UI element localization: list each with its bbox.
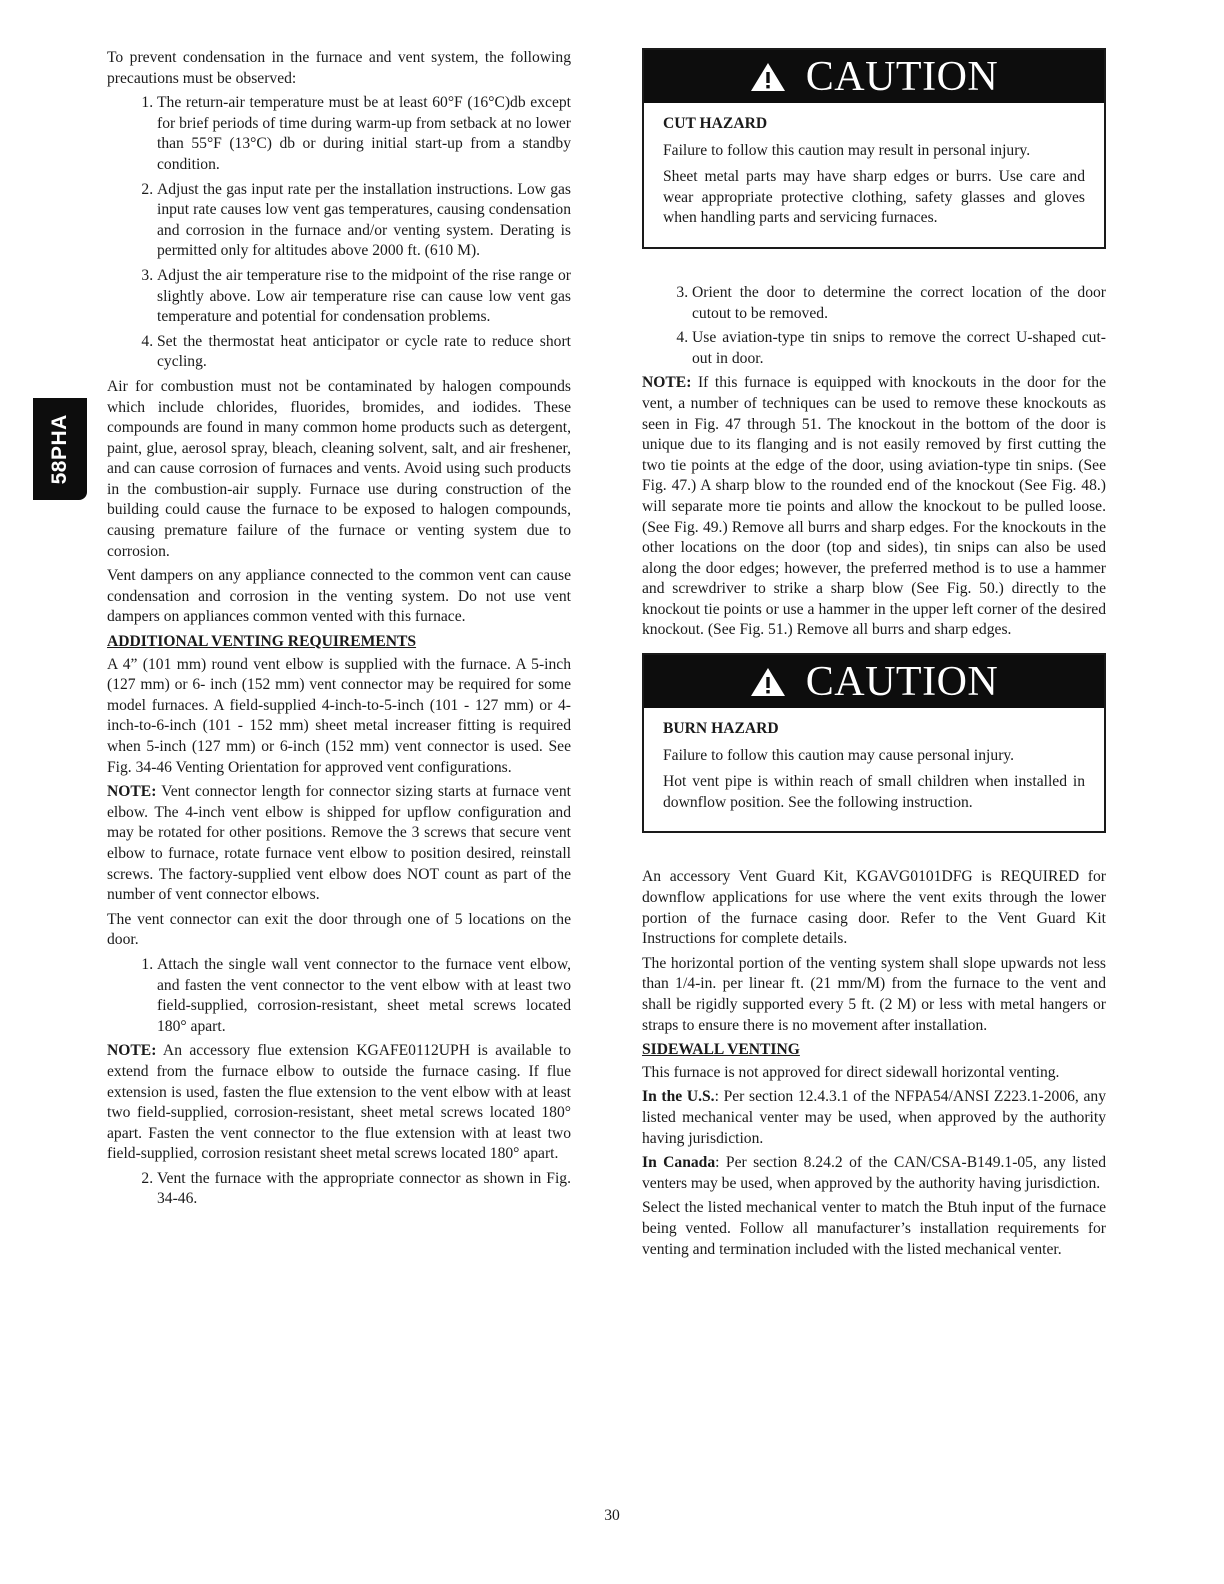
- caution-body: [644, 103, 1104, 247]
- us-requirements-paragraph: [642, 1087, 1106, 1149]
- left-column: [107, 48, 571, 1214]
- note-text: If this furnace is equipped with knockouts in the door for the vent, a number of techniques can be used to remove these knockouts as seen in Fig. 47 through 51. The knockout in the bottom of the door is unique due to its flanging and is not easily removed by first cutting the two tie points at the edge of the door, using aviation-type tin snips. (See Fig. 47.) A sharp blow to the rounded end of the knockout (See Fig. 48.) will separate more tie points and allow the knockout to be pulled loose. (See Fig. 49.) Remove all burrs and sharp edges. For the knockouts in the other locations on the door (top and sides), tin snips can also be used along the door edges; however, the preferred method is to use a hammer and screwdriver to strike a sharp blow (See Fig. 50.) directly to the knockout tie points or use a hammer in the upper left corner of the desired knockout. (See Fig. 51.) Remove all burrs and sharp edges.: [642, 374, 1106, 639]
- burn-hazard-caution-box: [642, 653, 1106, 833]
- caution-consequence: Failure to follow this caution may cause personal injury.: [663, 746, 1015, 764]
- section-tab-label: 58PHA: [47, 413, 71, 485]
- precautions-list: [107, 93, 571, 373]
- canada-text: : Per section 8.24.2 of the CAN/CSA-B149.1-05, any listed venters may be used, when approved by the authority having jurisdiction.: [642, 1154, 1106, 1192]
- list-item: 2. Adjust the gas input rate per the installation instructions. Low gas input rate causes low vent gas temperatures, causing condensation and corrosion in the furnace and/or venting system. Derating is permitted only for altitudes above 2000 ft. (610 M).: [157, 180, 571, 262]
- caution-body: [644, 708, 1104, 831]
- page-number: 30: [604, 1507, 620, 1524]
- list-item: 3. Orient the door to determine the correct location of the door cutout to be removed.: [692, 283, 1106, 324]
- warning-triangle-icon: [750, 62, 786, 92]
- canada-requirements-paragraph: [642, 1153, 1106, 1194]
- door-cutout-steps-list: [642, 283, 1106, 369]
- additional-venting-heading: ADDITIONAL VENTING REQUIREMENTS: [107, 633, 417, 651]
- note-label: NOTE:: [107, 1042, 157, 1060]
- caution-title: CAUTION: [805, 658, 999, 705]
- caution-instruction: Hot vent pipe is within reach of small children when installed in downflow position. See the following instruction.: [663, 773, 1085, 811]
- hazard-title: BURN HAZARD: [663, 720, 779, 738]
- slope-paragraph: The horizontal portion of the venting system shall slope upwards not less than 1/4-in. per linear ft. (21 mm/M) from the furnace to the vent and shall be rigidly supported every 5 ft. (2 M) or less with metal hangers or straps to ensure there is no movement after installation.: [642, 954, 1106, 1034]
- caution-title: CAUTION: [805, 53, 999, 100]
- list-item: 1. Attach the single wall vent connector to the furnace vent elbow, and fasten the vent connector to the vent elbow with at least two field-supplied, corrosion-resistant, sheet metal screws located 180° apart.: [157, 955, 571, 1037]
- sidewall-paragraph: This furnace is not approved for direct sidewall horizontal venting.: [642, 1063, 1060, 1081]
- list-item: 1. The return-air temperature must be at least 60°F (16°C)db except for brief periods of time during warm-up from setback at no lower than 55°F (13°C) db or during initial start-up from a standby condition.: [157, 93, 571, 175]
- note-text: Vent connector length for connector sizing starts at furnace vent elbow. The 4-inch vent elbow is shipped for upflow configuration and may be rotated for other positions. Remove the 3 screws that secure vent elbow to furnace, rotate furnace vent elbow to position desired, reinstall screws. The factory-supplied vent elbow does NOT count as part of the number of vent connector elbows.: [107, 783, 571, 904]
- note-text: An accessory flue extension KGAFE0112UPH is available to extend from the furnace elbow to outside the furnace casing. If flue extension is used, fasten the flue extension to the vent elbow with at least two field-supplied, corrosion-resistant, sheet metal screws located 180° apart. Fasten the vent connector to the flue extension with at least two field-supplied, corrosion resistant sheet metal screws located 180° apart.: [107, 1042, 571, 1163]
- caution-consequence: Failure to follow this caution may result in personal injury.: [663, 141, 1031, 159]
- caution-banner: [644, 655, 1104, 708]
- condensation-intro: To prevent condensation in the furnace and vent system, the following precautions must be observed:: [107, 49, 571, 87]
- us-label: In the U.S.: [642, 1088, 715, 1106]
- vent-guard-paragraph: An accessory Vent Guard Kit, KGAVG0101DFG is REQUIRED for downflow applications for use where the vent exits through the lower portion of the furnace casing door. Refer to the Vent Guard Kit Instructions for complete details.: [642, 868, 1106, 948]
- sidewall-venting-heading: SIDEWALL VENTING: [642, 1041, 800, 1059]
- list-item: 4. Set the thermostat heat anticipator or cycle rate to reduce short cycling.: [157, 332, 571, 373]
- note-label: NOTE:: [107, 783, 157, 801]
- combustion-air-paragraph: Air for combustion must not be contaminated by halogen compounds which include chlorides, fluorides, bromides, and iodides. These compounds are found in many common home products such as detergent, paint, glue, aerosol spray, bleach, cleaning solvent, salt, and air freshener, and can cause corrosion of furnaces and vents. Avoid using such products in the combustion-air supply. Furnace use during construction of the building could cause the furnace to be exposed to halogen compounds, causing premature failure of the furnace or venting system due to corrosion.: [107, 377, 571, 560]
- right-column: [642, 48, 1106, 1264]
- warning-triangle-icon: [750, 667, 786, 697]
- cut-hazard-caution-box: [642, 48, 1106, 249]
- section-tab: [33, 398, 87, 500]
- select-venter-paragraph: Select the listed mechanical venter to match the Btuh input of the furnace being vented. Follow all manufacturer’s installation requirements for venting and termination included with the listed mechanical venter.: [642, 1199, 1106, 1258]
- vent-elbow-paragraph: A 4” (101 mm) round vent elbow is supplied with the furnace. A 5-inch (127 mm) or 6- inch (152 mm) vent connector may be required for some model furnaces. A field-supplied 4-inch-to-5-inch (101 - 127 mm) or 4-inch-to-6-inch (101 - 152 mm) sheet metal increaser fitting is required when 5-inch (127 mm) or 6-inch (152 mm) vent connector is used. See Fig. 34-46 Venting Orientation for approved vent configurations.: [107, 655, 571, 776]
- knockout-note: [642, 373, 1106, 641]
- list-item: 2. Vent the furnace with the appropriate connector as shown in Fig. 34-46.: [157, 1169, 571, 1210]
- connector-length-note: [107, 782, 571, 906]
- canada-label: In Canada: [642, 1154, 716, 1172]
- flue-extension-note: [107, 1041, 571, 1165]
- door-exit-paragraph: The vent connector can exit the door through one of 5 locations on the door.: [107, 910, 571, 949]
- vent-dampers-paragraph: Vent dampers on any appliance connected to the common vent can cause condensation and corrosion in the venting system. Do not use vent dampers on appliances common vented with this furnace.: [107, 567, 571, 626]
- connector-steps-list: [107, 955, 571, 1037]
- hazard-title: CUT HAZARD: [663, 115, 768, 132]
- caution-banner: [644, 50, 1104, 103]
- us-text: : Per section 12.4.3.1 of the NFPA54/ANSI Z223.1-2006, any listed mechanical venter may be used, when approved by the authority having jurisdiction.: [642, 1088, 1106, 1147]
- connector-steps-list-continued: [107, 1169, 571, 1210]
- caution-instruction: Sheet metal parts may have sharp edges or burrs. Use care and wear appropriate protective clothing, safety glasses and gloves when handling parts and servicing furnaces.: [663, 168, 1085, 227]
- list-item: 3. Adjust the air temperature rise to the midpoint of the rise range or slightly above. Low air temperature rise can cause low vent gas temperature and potential for condensation problems.: [157, 266, 571, 328]
- list-item: 4. Use aviation-type tin snips to remove the correct U-shaped cut-out in door.: [692, 328, 1106, 369]
- note-label: NOTE:: [642, 374, 692, 392]
